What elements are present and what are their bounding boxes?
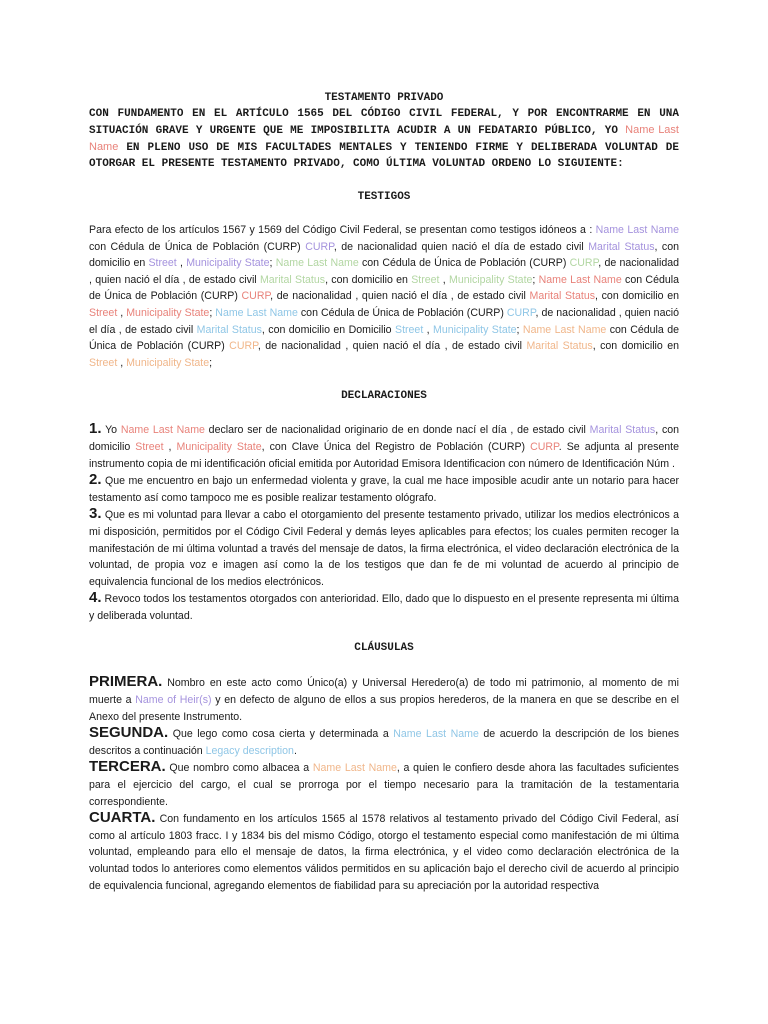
witness2-name-field: Name Last Name bbox=[275, 257, 359, 270]
witness4-separator: , bbox=[423, 323, 434, 336]
clausulas-heading: CLÁUSULAS bbox=[354, 642, 414, 655]
tercera-text-a: Que nombro como albacea a bbox=[165, 762, 313, 775]
clausula-segunda bbox=[89, 725, 679, 759]
declaracion-2 bbox=[89, 472, 679, 506]
declaracion-1-text-d: , bbox=[163, 440, 177, 453]
witness4-street-field: Street bbox=[395, 323, 424, 336]
declaracion-1 bbox=[89, 421, 679, 472]
witness2-separator: , bbox=[439, 273, 450, 286]
document-title: TESTAMENTO PRIVADO bbox=[324, 92, 444, 104]
witness4-nationality-text: , de nacionalidad , quien nació el día , de estado civil bbox=[89, 306, 679, 336]
witness5-municipality-field: Municipality State bbox=[126, 356, 210, 369]
primera-text-a: Nombro en este acto como Único(a) y Universal Heredero(a) de todo mi patrimonio, al momento de mi muerte a bbox=[89, 677, 679, 707]
witness5-marital-field: Marital Status bbox=[526, 340, 593, 353]
witness2-street-field: Street bbox=[411, 273, 440, 286]
witness3-curp-field: CURP bbox=[241, 290, 271, 303]
declaracion-3-text: Que es mi voluntad para llevar a cabo el otorgamiento del presente testamento privado, utilizar los medios electrónicos a mi disposición, permitidos por el Código Civil Federal y demás leyes aplicables para efectos; los cuales permiten recoger la manifestación de mi última voluntad a través del mensaje de datos, la firma electrónica, el video declaración electrónica de la voluntad, de propia voz e imagen así como la de los testigos que dan fe de mi voluntad de acuerdo al principio de equivalencia funcional de los medios electrónicos. bbox=[89, 509, 679, 588]
declarant-municipality-field: Municipality State bbox=[176, 440, 262, 453]
tercera-label: TERCERA. bbox=[89, 758, 166, 776]
primera-text-b: y en defecto de alguno de ellos a sus propios herederos, de la manera en que se describe en el Anexo del presente Instrumento. bbox=[89, 694, 679, 723]
clausula-cuarta bbox=[89, 810, 679, 894]
witness3-marital-field: Marital Status bbox=[529, 290, 596, 303]
witness3-street-field: Street bbox=[89, 306, 118, 319]
witness3-end: ; bbox=[209, 306, 216, 319]
witness4-domicile-text: , con domicilio en Domicilio bbox=[261, 323, 395, 336]
legacy-description-field: Legacy description bbox=[205, 744, 294, 757]
witness1-name-field: Name Last Name bbox=[595, 224, 679, 236]
witness2-cedula-text: con Cédula de Única de Población (CURP) bbox=[358, 257, 570, 270]
witness5-name-field: Name Last Name bbox=[522, 323, 607, 336]
declaracion-3-number: 3. bbox=[89, 505, 102, 523]
witness4-name-field: Name Last Name bbox=[215, 306, 298, 319]
cuarta-label: CUARTA. bbox=[89, 809, 156, 827]
declaraciones-heading: DECLARACIONES bbox=[341, 390, 427, 403]
executor-name-field: Name Last Name bbox=[312, 762, 397, 775]
witness2-marital-field: Marital Status bbox=[259, 273, 326, 286]
witness2-curp-field: CURP bbox=[569, 257, 599, 270]
witness5-domicile-text: , con domicilio en bbox=[592, 340, 680, 353]
declaracion-4-number: 4. bbox=[89, 589, 102, 607]
declaracion-4-text: Revoco todos los testamentos otorgados con anterioridad. Ello, dado que lo dispuesto en el presente representa mi última y deliberada voluntad. bbox=[89, 593, 679, 622]
witness5-nationality-text: , de nacionalidad , quien nació el día , de estado civil bbox=[257, 340, 527, 353]
testigos-paragraph bbox=[89, 222, 679, 371]
witness1-street-field: Street bbox=[148, 257, 177, 270]
witness1-domicile-text: , con domicilio en bbox=[89, 240, 680, 270]
witness5-cedula-text: con Cédula de Única de Población (CURP) bbox=[89, 323, 679, 353]
segunda-text-a: Que lego como cosa cierta y determinada a bbox=[168, 728, 394, 741]
declaracion-1-number: 1. bbox=[89, 420, 102, 438]
witness1-marital-field: Marital Status bbox=[588, 240, 655, 253]
clausula-tercera bbox=[89, 759, 679, 810]
witness1-separator: , bbox=[176, 257, 187, 270]
witness5-separator: , bbox=[117, 356, 127, 369]
segunda-text-c: . bbox=[293, 744, 297, 757]
witness5-curp-field: CURP bbox=[229, 340, 258, 353]
witness2-nationality-text: , de nacionalidad , quien nació el día , de estado civil bbox=[89, 257, 679, 286]
declaracion-4 bbox=[89, 590, 679, 624]
intro-text-1: CON FUNDAMENTO EN EL ARTÍCULO 1565 DEL CÓDIGO CIVIL FEDERAL, Y POR ENCONTRARME EN UNA SITUACIÓN GRAVE Y URGENTE QUE ME IMPOSIBILITA ACUDIR A UN FEDATARIO PÚBLICO, YO bbox=[89, 108, 679, 137]
witness2-municipality-field: Municipality State bbox=[449, 273, 533, 286]
witness3-name-field: Name Last Name bbox=[538, 273, 622, 286]
primera-label: PRIMERA. bbox=[89, 673, 163, 691]
segunda-text-b: de acuerdo la descripción de los bienes descritos a continuación bbox=[89, 728, 680, 757]
declaracion-1-text-e: , con Clave Única del Registro de Población (CURP) bbox=[261, 440, 531, 453]
heir-name-field: Name of Heir(s) bbox=[135, 694, 212, 707]
segunda-label: SEGUNDA. bbox=[89, 724, 169, 742]
witness3-municipality-field: Municipality State bbox=[126, 306, 210, 319]
witness4-end: ; bbox=[516, 323, 523, 336]
intro-text-2: EN PLENO USO DE MIS FACULTADES MENTALES Y TENIENDO FIRME Y DELIBERADA VOLUNTAD DE OTORGAR EL PRESENTE TESTAMENTO PRIVADO, COMO ÚLTIMA VOLUNTAD ORDENO LO SIGUIENTE: bbox=[89, 142, 679, 170]
declaracion-2-text: Que me encuentro en bajo un enfermedad violenta y grave, la cual me hace imposible acudir ante un notario para hacer testamento así como tampoco me es posible realizar testamento ológrafo. bbox=[89, 475, 679, 504]
witness2-end: ; bbox=[532, 273, 539, 286]
testigos-heading: TESTIGOS bbox=[357, 191, 411, 203]
witness3-nationality-text: , de nacionalidad , quien nació el día , de estado civil bbox=[270, 290, 530, 303]
testigos-lead: Para efecto de los artículos 1567 y 1569 del Código Civil Federal, se presentan como testigos idóneos a : bbox=[89, 224, 596, 236]
witness4-curp-field: CURP bbox=[506, 306, 536, 319]
declarant-street-field: Street bbox=[135, 440, 164, 453]
witness3-cedula-text: con Cédula de Única de Población (CURP) bbox=[89, 273, 679, 303]
witness1-municipality-field: Municipality State bbox=[186, 257, 270, 270]
cuarta-text: Con fundamento en los artículos 1565 al 1578 relativos al testamento privado del Código Civil Federal, así como al artículo 1803 fracc. I y 1834 bis del mismo Código, otorgo el testamento especial como manifestación de mi última voluntad, empleando para ello el mensaje de datos, la firma electrónica, y el video como declaración electrónica de la voluntad todos lo anteriores como elementos válidos permitidos en su aplicación bajo el derecho civil de acuerdo al principio de equivalencia funcional, agregando elementos de fiabilidad para su apreciación por la autoridad respectiva bbox=[89, 813, 679, 892]
witness2-domicile-text: , con domicilio en bbox=[325, 273, 412, 286]
intro-paragraph bbox=[89, 106, 679, 172]
declarant-curp-field: CURP bbox=[530, 440, 559, 453]
declaracion-1-text-b: declaro ser de nacionalidad originario de en donde nací el día , de estado civil bbox=[204, 424, 590, 437]
legatee-name-field: Name Last Name bbox=[393, 728, 479, 741]
declarant-marital-field: Marital Status bbox=[589, 424, 656, 437]
witness4-marital-field: Marital Status bbox=[196, 323, 262, 336]
witness1-cedula-text: con Cédula de Única de Población (CURP) bbox=[89, 240, 306, 253]
clausula-primera bbox=[89, 674, 679, 725]
declaracion-1-text-a: Yo bbox=[101, 424, 121, 437]
declarant-name-field: Name Last Name bbox=[120, 424, 205, 437]
witness4-cedula-text: con Cédula de Única de Población (CURP) bbox=[297, 306, 507, 319]
witness4-municipality-field: Municipality State bbox=[433, 323, 517, 336]
declaracion-2-number: 2. bbox=[89, 471, 102, 489]
witness3-domicile-text: , con domicilio en bbox=[595, 290, 680, 303]
witness5-street-field: Street bbox=[89, 356, 118, 369]
witness1-nationality-text: , de nacionalidad quien nació el día de estado civil bbox=[333, 240, 589, 253]
declaracion-3 bbox=[89, 506, 679, 590]
declaracion-1-text-f: . Se adjunta al presente instrumento copia de mi identificación oficial emitida por Autoridad Emisora Identificacion con número de Identificación Núm . bbox=[89, 440, 680, 470]
witness3-separator: , bbox=[117, 306, 127, 319]
witness1-curp-field: CURP bbox=[305, 240, 334, 253]
testator-name-field: Name Last Name bbox=[89, 124, 679, 153]
declaracion-1-text-c: , con domicilio bbox=[89, 424, 680, 453]
tercera-text-b: , a quien le confiero desde ahora las facultades suficientes para el ejercicio del cargo, el cual se prorroga por el tiempo necesario para la tramitación de la testamentaria correspondiente. bbox=[89, 762, 679, 808]
witness1-end: ; bbox=[269, 257, 276, 270]
witness5-end: ; bbox=[209, 356, 213, 369]
document-page bbox=[89, 90, 679, 894]
